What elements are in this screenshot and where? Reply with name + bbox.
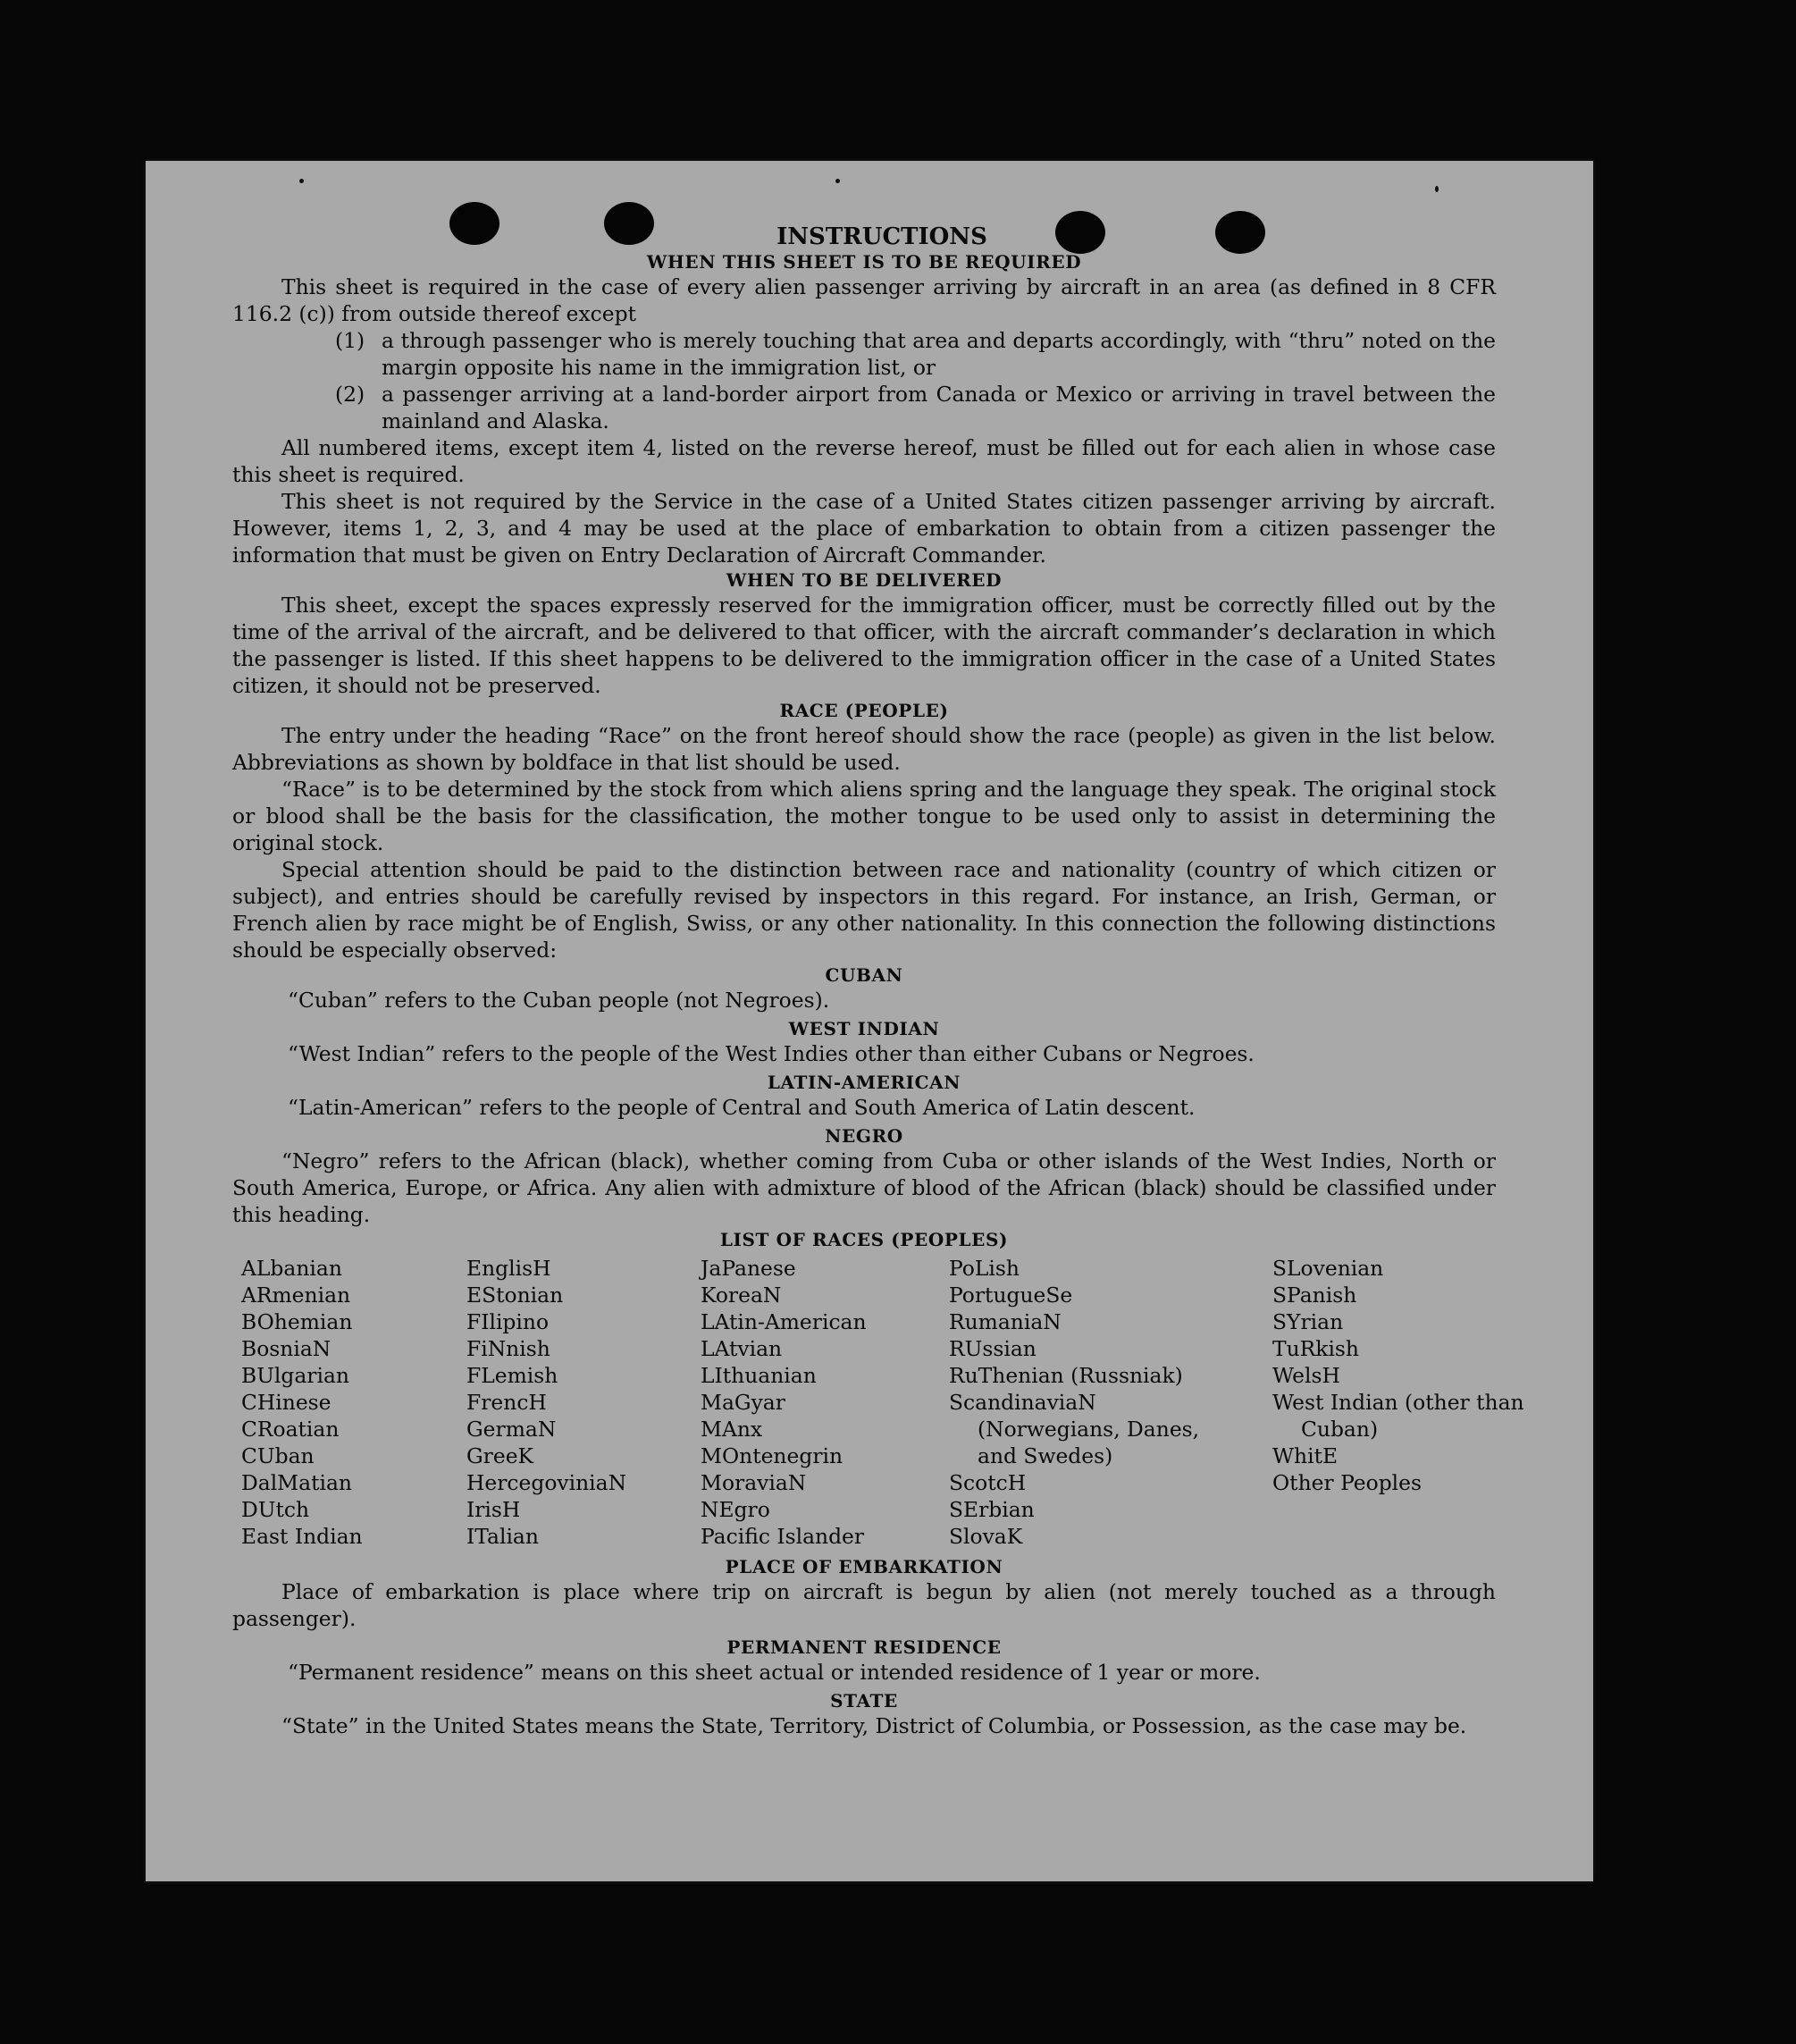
section-heading: CUBAN [825, 964, 903, 986]
race-entry: RUssian [949, 1336, 1036, 1361]
paragraph: Place of embarkation is place where trip on aircraft is begun by alien (not merely touched as a through passenger). [232, 1579, 1496, 1631]
race-entry: SLovenian [1272, 1256, 1384, 1281]
races-column [701, 1255, 949, 1550]
race-entry: ScandinaviaN (Norwegians, Danes, and Swedes) [949, 1390, 1200, 1468]
races-column [949, 1255, 1272, 1550]
race-entry: DUtch [241, 1497, 310, 1522]
item-text: a passenger arriving at a land-border airport from Canada or Mexico or arriving in travel between the mainland and Alaska. [382, 382, 1496, 433]
race-entry: SYrian [1272, 1309, 1344, 1334]
race-entry: BOhemian [241, 1309, 353, 1334]
paragraph: The entry under the heading “Race” on the front hereof should show the race (people) as given in the list below. Abbreviations as shown by boldface in that list should be used. [232, 723, 1496, 775]
race-entry: LAtvian [701, 1336, 783, 1361]
paragraph: Special attention should be paid to the distinction between race and nationality (country of which citizen or subject), and entries should be carefully revised by inspectors in this regard. For instance, an Irish, German, or French alien by race might be of English, Swiss, or any other nationality. In this connection the following distinctions should be especially observed: [232, 857, 1496, 963]
races-column [241, 1255, 466, 1550]
race-entry: DalMatian [241, 1470, 352, 1495]
race-entry: GermaN [466, 1417, 557, 1442]
race-entry: PortugueSe [949, 1283, 1073, 1308]
page-title: INSTRUCTIONS [776, 223, 987, 250]
race-entry: BUlgarian [241, 1363, 349, 1388]
paragraph: “State” in the United States means the State, Territory, District of Columbia, or Possession, as the case may be. [281, 1713, 1467, 1738]
race-entry: WhitE [1272, 1443, 1339, 1468]
paragraph: “Race” is to be determined by the stock from which aliens spring and the language they speak. The original stock or blood shall be the basis for the classification, the mother tongue to be used only to assist in determining the original stock. [232, 777, 1496, 855]
instructions-text [232, 223, 1524, 1739]
race-entry: RuThenian (Russniak) [949, 1363, 1183, 1388]
instruction-sheet [146, 161, 1593, 1881]
paragraph: This sheet, except the spaces expressly reserved for the immigration officer, must be correctly filled out by the time of the arrival of the aircraft, and be delivered to that officer, with the aircraft commander’s declaration in which the passenger is listed. If this sheet happens to be delivered to the immigration officer in the case of a United States citizen, it should not be preserved. [232, 593, 1496, 698]
race-entry: ITalian [466, 1524, 539, 1549]
race-entry: SPanish [1272, 1283, 1357, 1308]
race-entry: ALbanian [241, 1256, 342, 1281]
race-entry: EnglisH [466, 1256, 551, 1281]
races-column [1272, 1255, 1524, 1550]
race-entry: KoreaN [701, 1283, 782, 1308]
definition: “Permanent residence” means on this sheet actual or intended residence of 1 year or more. [288, 1660, 1261, 1685]
paragraph: All numbered items, except item 4, listed on the reverse hereof, must be filled out for each alien in whose case this sheet is required. [232, 435, 1496, 487]
race-entry: MAnx [701, 1417, 763, 1442]
speck [835, 179, 840, 183]
race-entry: MOntenegrin [701, 1443, 843, 1468]
section-heading: PERMANENT RESIDENCE [726, 1636, 1002, 1658]
section-heading: WEST INDIAN [788, 1018, 940, 1039]
race-entry: FLemish [466, 1363, 558, 1388]
section-heading: LIST OF RACES (PEOPLES) [719, 1229, 1009, 1250]
list-item [232, 327, 1496, 381]
section-heading: LATIN-AMERICAN [767, 1072, 961, 1093]
race-entry: GreeK [466, 1443, 534, 1468]
race-entry: HercegoviniaN [466, 1470, 627, 1495]
race-entry: PoLish [949, 1256, 1020, 1281]
section-heading: RACE (PEOPLE) [779, 700, 949, 721]
race-entry: BosniaN [241, 1336, 332, 1361]
race-entry: IrisH [466, 1497, 521, 1522]
race-entry: WelsH [1272, 1363, 1340, 1388]
race-entry: FiNnish [466, 1336, 550, 1361]
race-entry: MoraviaN [701, 1470, 807, 1495]
section-heading: WHEN TO BE DELIVERED [726, 569, 1003, 591]
races-list [241, 1255, 1524, 1550]
section-heading: WHEN THIS SHEET IS TO BE REQUIRED [646, 251, 1082, 273]
race-entry: LIthuanian [701, 1363, 817, 1388]
speck [1435, 186, 1439, 192]
race-entry: Other Peoples [1272, 1470, 1423, 1495]
race-entry: CHinese [241, 1390, 332, 1415]
paragraph: This sheet is not required by the Service in the case of a United States citizen passenger arriving by aircraft. However, items 1, 2, 3, and 4 may be used at the place of embarkation to obtain from a citizen passenger the information that must be given on Entry Declaration of Aircraft Commander. [232, 489, 1496, 568]
race-entry: EStonian [466, 1283, 564, 1308]
section-heading: STATE [830, 1690, 898, 1712]
race-entry: CRoatian [241, 1417, 340, 1442]
race-entry: SlovaK [949, 1524, 1023, 1549]
race-entry: RumaniaN [949, 1309, 1062, 1334]
race-entry: West Indian (other than Cuban) [1272, 1390, 1524, 1442]
race-entry: ScotcH [949, 1470, 1027, 1495]
race-entry: NEgro [701, 1497, 770, 1522]
item-text: a through passenger who is merely touching that area and departs accordingly, with “thru” noted on the margin opposite his name in the immigration list, or [382, 328, 1496, 380]
item-number: (1) [335, 328, 365, 353]
race-entry: Pacific Islander [701, 1524, 865, 1549]
section-heading: PLACE OF EMBARKATION [725, 1556, 1003, 1577]
speck [299, 179, 304, 183]
list-item [232, 381, 1496, 434]
race-entry: FIlipino [466, 1309, 550, 1334]
paragraph: “Negro” refers to the African (black), whether coming from Cuba or other islands of the West Indies, North or South America, Europe, or Africa. Any alien with admixture of blood of the African (black) should be classified under this heading. [232, 1148, 1496, 1227]
race-entry: CUban [241, 1443, 315, 1468]
paragraph: This sheet is required in the case of every alien passenger arriving by aircraft in an area (as defined in 8 CFR 116.2 (c)) from outside thereof except [232, 274, 1496, 326]
definition: “West Indian” refers to the people of the West Indies other than either Cubans or Negroes. [288, 1041, 1255, 1066]
definition: “Cuban” refers to the Cuban people (not Negroes). [288, 988, 830, 1013]
section-heading: NEGRO [825, 1125, 903, 1147]
race-entry: ARmenian [241, 1283, 351, 1308]
race-entry: JaPanese [701, 1256, 796, 1281]
races-column [466, 1255, 701, 1550]
race-entry: FrencH [466, 1390, 547, 1415]
item-number: (2) [335, 382, 365, 407]
race-entry: MaGyar [701, 1390, 785, 1415]
race-entry: LAtin-American [701, 1309, 867, 1334]
race-entry: TuRkish [1272, 1336, 1360, 1361]
definition: “Latin-American” refers to the people of Central and South America of Latin descent. [288, 1095, 1196, 1120]
race-entry: SErbian [949, 1497, 1035, 1522]
race-entry: East Indian [241, 1524, 363, 1549]
